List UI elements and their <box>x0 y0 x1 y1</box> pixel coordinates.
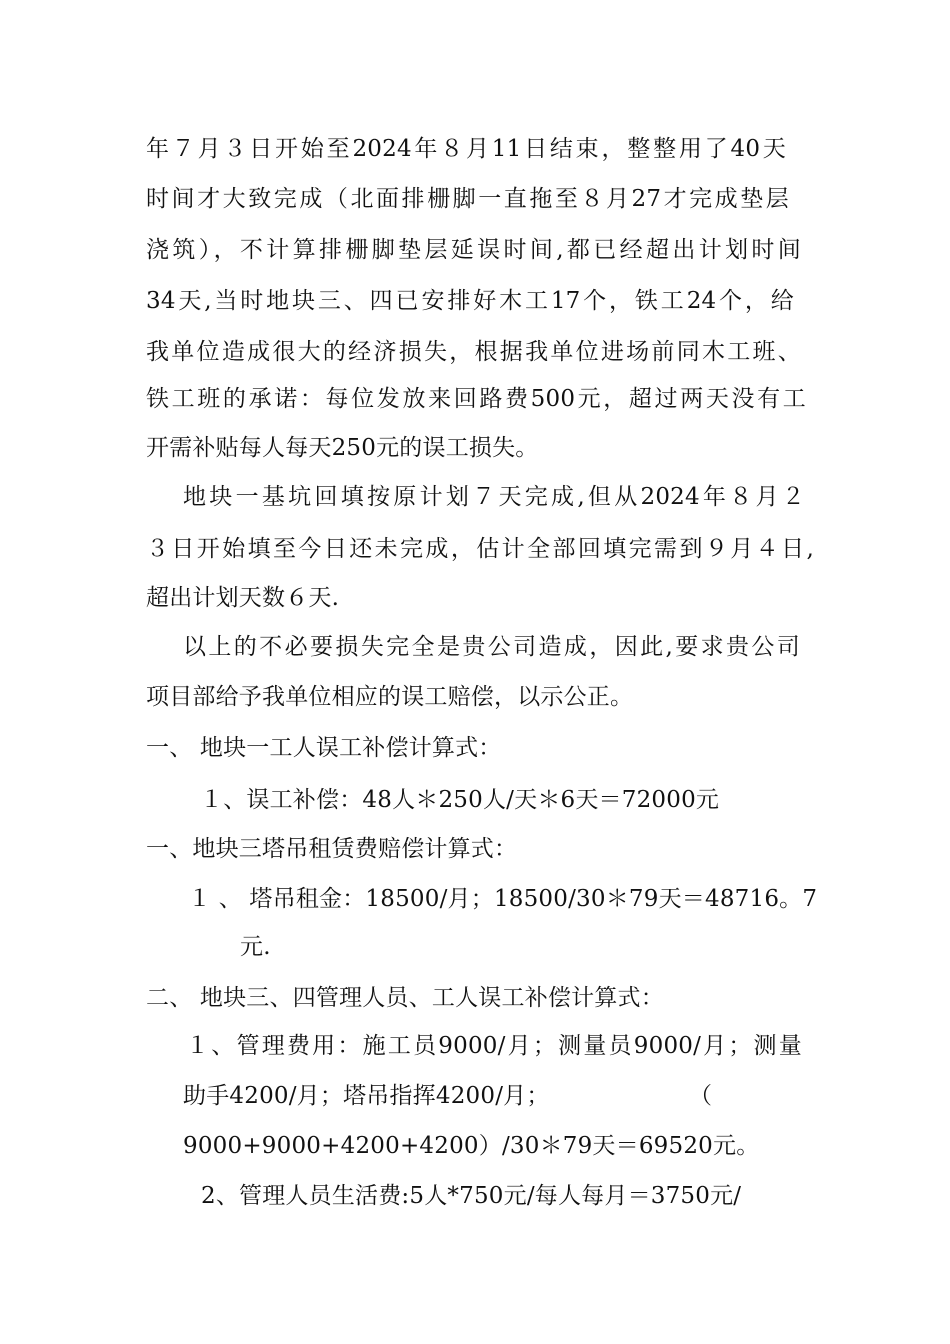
list-item-continuation: 元. <box>240 934 271 960</box>
paragraph-line: 地块一基坑回填按原计划７天完成,但从2024年８月２ <box>183 484 805 510</box>
list-item: １、管理费用：施工员9000/月；测量员9000/月；测量 <box>186 1033 802 1059</box>
paragraph-line: 时间才大致完成（北面排栅脚一直拖至８月27才完成垫层 <box>146 186 789 212</box>
paragraph-line: 34天,当时地块三、四已安排好木工17个，铁工24个，给 <box>146 288 794 314</box>
paragraph-line: 超出计划天数６天. <box>146 585 340 611</box>
paragraph-line: 以上的不必要损失完全是贵公司造成，因此,要求贵公司 <box>183 634 800 660</box>
list-item: 2、管理人员生活费:5人*750元/每人每月＝3750元/ <box>201 1183 742 1209</box>
paragraph-line: 项目部给予我单位相应的误工赔偿，以示公正。 <box>146 684 634 710</box>
paragraph-line: 铁工班的承诺：每位发放来回路费500元，超过两天没有工 <box>146 386 806 412</box>
list-item: １ 、 塔吊租金：18500/月；18500/30＊79天＝48716。7 <box>188 886 818 912</box>
section-heading: 一、地块三塔吊租赁费赔偿计算式： <box>146 836 518 862</box>
section-heading: 一、 地块一工人误工补偿计算式： <box>146 735 502 761</box>
paragraph-line: 年７月３日开始至2024年８月11日结束，整整用了40天 <box>146 136 786 162</box>
list-item: １、误工补偿：48人＊250人/天＊6天＝72000元 <box>200 787 720 813</box>
paragraph-line: 我单位造成很大的经济损失，根据我单位进场前同木工班、 <box>146 339 801 365</box>
paragraph-line: ３日开始填至今日还未完成，估计全部回填完需到９月４日, <box>146 536 814 562</box>
paragraph-line: 开需补贴每人每天250元的误工损失。 <box>146 435 539 461</box>
paragraph-line: 浇筑），不计算排栅脚垫层延误时间,都已经超出计划时间 <box>146 237 801 263</box>
list-item-continuation: 助手4200/月；塔吊指挥4200/月； （ <box>183 1083 713 1109</box>
section-heading: 二、 地块三、四管理人员、工人误工补偿计算式： <box>146 985 664 1011</box>
list-item-continuation: 9000+9000+4200+4200）/30＊79天＝69520元。 <box>183 1133 760 1159</box>
